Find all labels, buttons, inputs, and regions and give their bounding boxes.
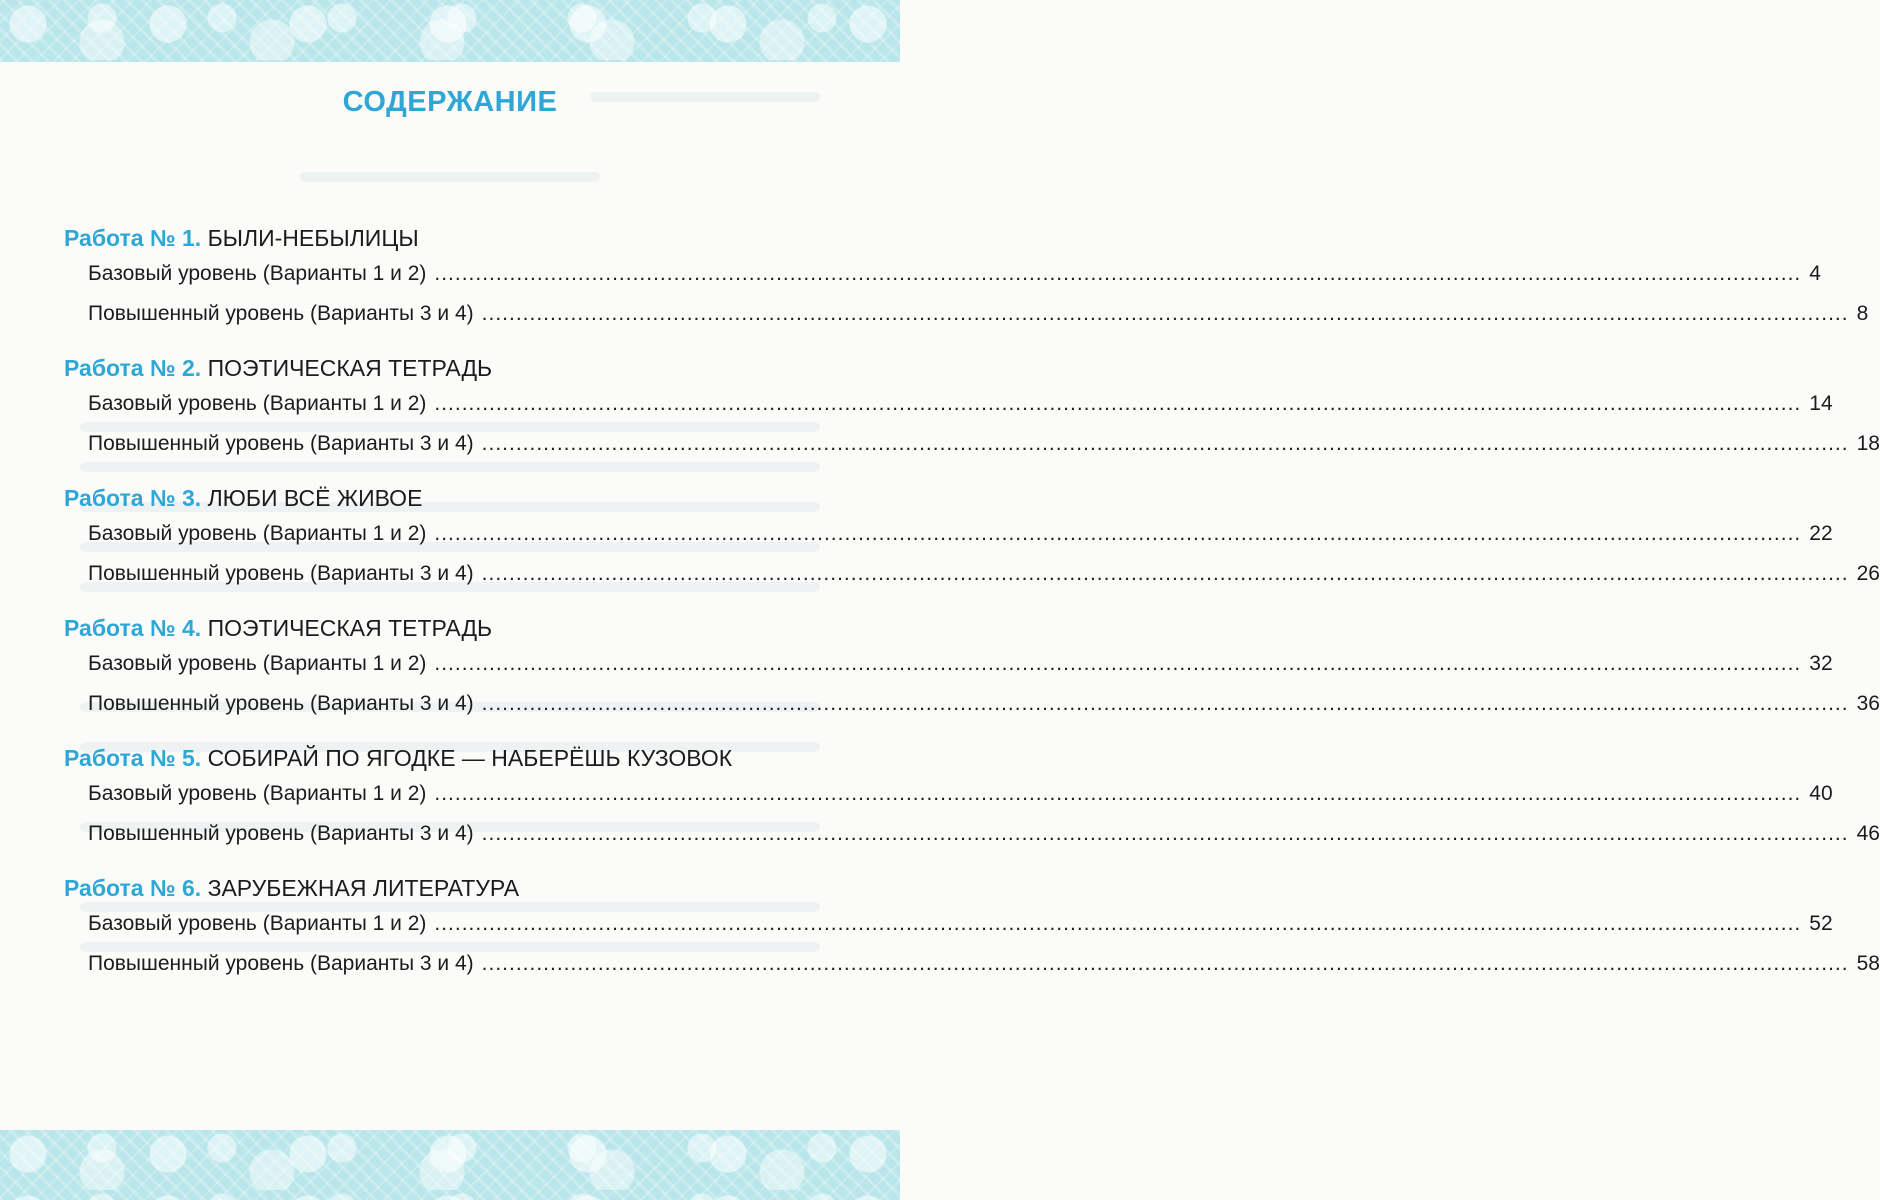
entry-page-number: 4 <box>1809 262 1821 285</box>
toc-entry <box>88 944 1880 984</box>
toc-entry <box>88 424 1880 464</box>
toc-section <box>0 222 1869 334</box>
dot-leader: ........................................................................................................................................................................................................ <box>434 262 1802 285</box>
table-of-contents <box>0 222 1880 1002</box>
entry-label: Повышенный уровень (Варианты 3 и 4) <box>88 692 474 715</box>
dot-leader: ........................................................................................................................................................................................................ <box>434 782 1802 805</box>
section-title: ПОЭТИЧЕСКАЯ ТЕТРАДЬ <box>207 355 493 381</box>
toc-section <box>0 482 1880 594</box>
entry-page-number: 36 <box>1856 692 1880 715</box>
entry-label: Повышенный уровень (Варианты 3 и 4) <box>88 952 474 975</box>
dot-leader: ........................................................................................................................................................................................................ <box>481 822 1849 845</box>
entry-label: Базовый уровень (Варианты 1 и 2) <box>88 782 427 805</box>
dot-leader: ........................................................................................................................................................................................................ <box>434 652 1802 675</box>
entry-label: Базовый уровень (Варианты 1 и 2) <box>88 652 427 675</box>
section-title: БЫЛИ-НЕБЫЛИЦЫ <box>207 225 419 251</box>
entry-page-number: 18 <box>1856 432 1880 455</box>
entry-label: Базовый уровень (Варианты 1 и 2) <box>88 392 427 415</box>
dot-leader: ........................................................................................................................................................................................................ <box>434 522 1802 545</box>
dot-leader: ........................................................................................................................................................................................................ <box>481 302 1849 325</box>
entry-label: Базовый уровень (Варианты 1 и 2) <box>88 912 427 935</box>
section-heading <box>64 612 824 644</box>
section-title: ЛЮБИ ВСЁ ЖИВОЕ <box>207 485 423 511</box>
entry-page-number: 22 <box>1809 522 1833 545</box>
section-heading <box>64 352 824 384</box>
section-number: Работа № 6. <box>64 875 202 901</box>
section-number: Работа № 2. <box>64 355 202 381</box>
toc-entry <box>88 904 1833 944</box>
entry-label: Повышенный уровень (Варианты 3 и 4) <box>88 562 474 585</box>
toc-section <box>0 742 1880 854</box>
toc-entry <box>88 644 1833 684</box>
section-title: СОБИРАЙ ПО ЯГОДКЕ — НАБЕРЁШЬ КУЗОВОК <box>207 745 733 771</box>
section-heading <box>64 742 824 774</box>
entry-page-number: 26 <box>1856 562 1880 585</box>
entry-label: Базовый уровень (Варианты 1 и 2) <box>88 262 427 285</box>
dot-leader: ........................................................................................................................................................................................................ <box>481 952 1849 975</box>
dot-leader: ........................................................................................................................................................................................................ <box>481 692 1849 715</box>
toc-section <box>0 612 1880 724</box>
decorative-top-band <box>0 0 900 62</box>
toc-entry <box>88 774 1833 814</box>
entry-page-number: 32 <box>1809 652 1833 675</box>
toc-entry <box>88 254 1821 294</box>
entry-page-number: 52 <box>1809 912 1833 935</box>
toc-entry <box>88 514 1833 554</box>
section-number: Работа № 5. <box>64 745 202 771</box>
entry-label: Повышенный уровень (Варианты 3 и 4) <box>88 302 474 325</box>
entry-page-number: 46 <box>1856 822 1880 845</box>
toc-entry <box>88 684 1880 724</box>
toc-section <box>0 872 1880 984</box>
dot-leader: ........................................................................................................................................................................................................ <box>434 392 1802 415</box>
section-title: ЗАРУБЕЖНАЯ ЛИТЕРАТУРА <box>207 875 520 901</box>
section-heading <box>64 872 824 904</box>
dot-leader: ........................................................................................................................................................................................................ <box>481 432 1849 455</box>
entry-label: Повышенный уровень (Варианты 3 и 4) <box>88 822 474 845</box>
toc-entry <box>88 384 1833 424</box>
entry-page-number: 40 <box>1809 782 1833 805</box>
decorative-bottom-band <box>0 1130 900 1200</box>
section-number: Работа № 4. <box>64 615 202 641</box>
toc-entry <box>88 814 1880 854</box>
section-heading <box>64 482 824 514</box>
entry-page-number: 8 <box>1856 302 1869 325</box>
section-title: ПОЭТИЧЕСКАЯ ТЕТРАДЬ <box>207 615 493 641</box>
page-title: СОДЕРЖАНИЕ <box>342 86 558 118</box>
dot-leader: ........................................................................................................................................................................................................ <box>481 562 1849 585</box>
toc-entry <box>88 554 1880 594</box>
toc-section <box>0 352 1880 464</box>
dot-leader: ........................................................................................................................................................................................................ <box>434 912 1802 935</box>
entry-page-number: 58 <box>1856 952 1880 975</box>
entry-page-number: 14 <box>1809 392 1833 415</box>
entry-label: Повышенный уровень (Варианты 3 и 4) <box>88 432 474 455</box>
toc-entry <box>88 294 1869 334</box>
section-number: Работа № 3. <box>64 485 202 511</box>
section-number: Работа № 1. <box>64 225 202 251</box>
section-heading <box>64 222 824 254</box>
entry-label: Базовый уровень (Варианты 1 и 2) <box>88 522 427 545</box>
